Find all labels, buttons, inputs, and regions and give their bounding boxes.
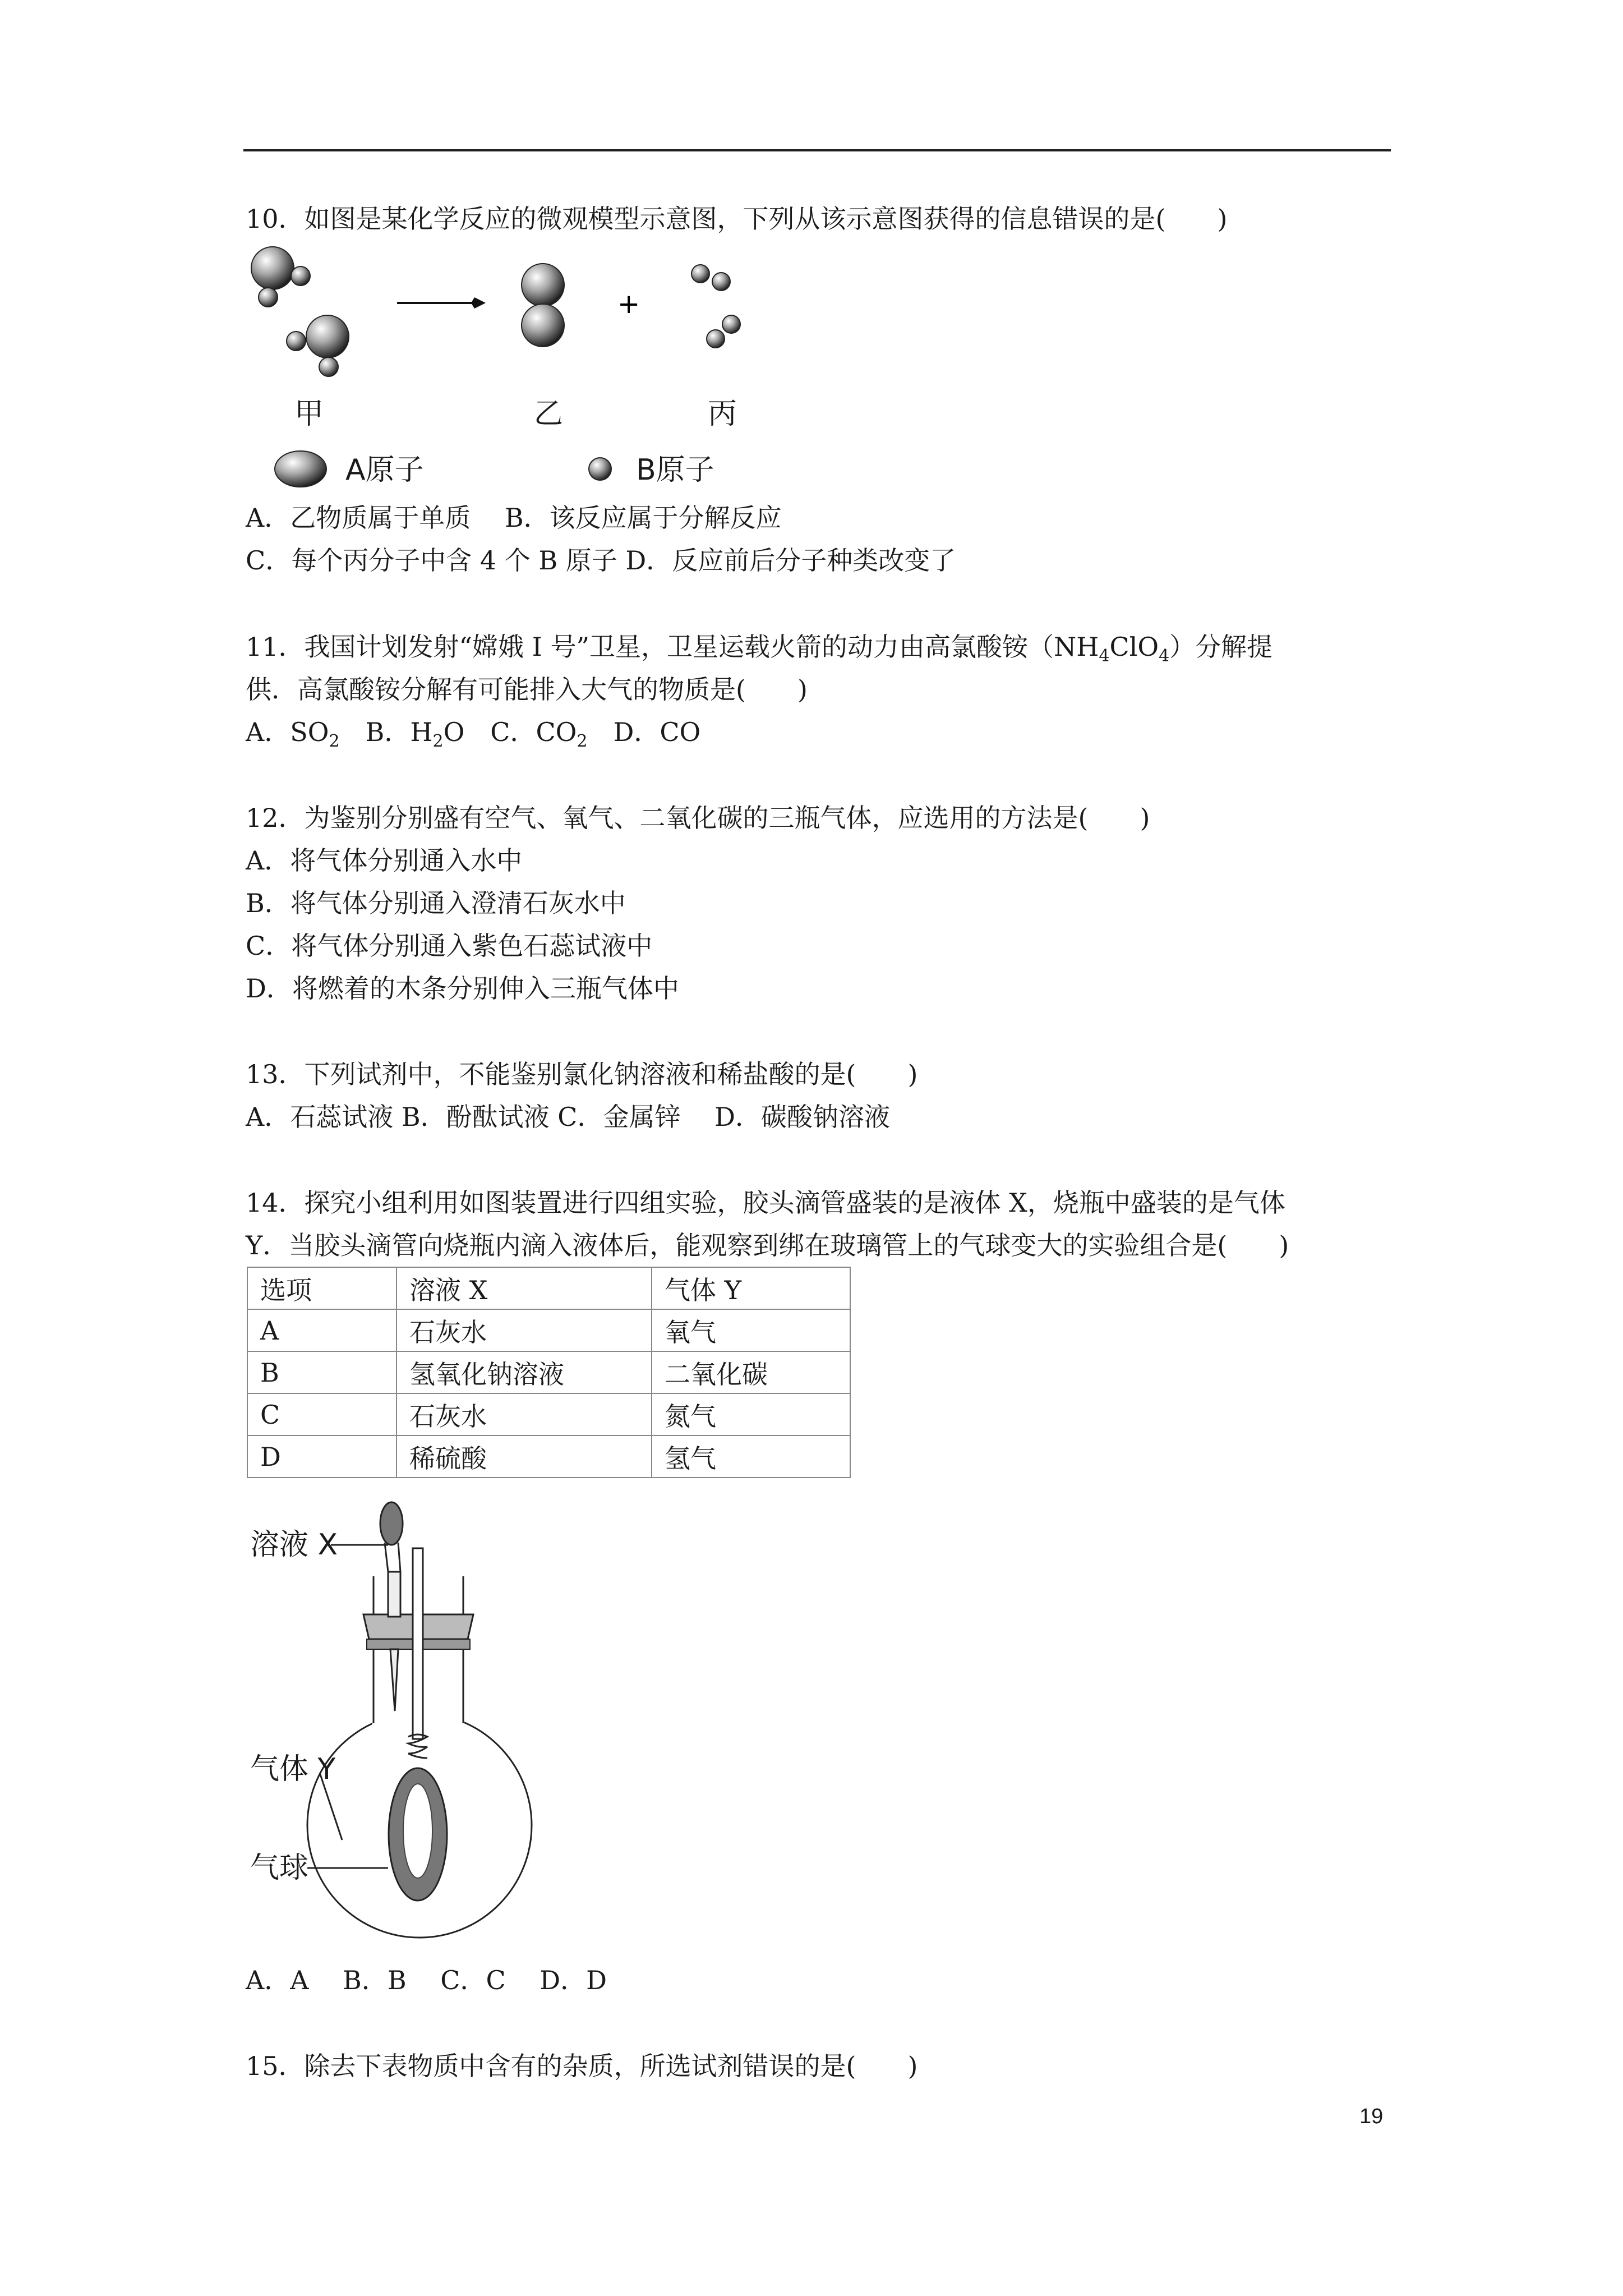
label-balloon: 气球: [250, 1851, 309, 1885]
q12-option-b: B．将气体分别通入澄清石灰水中: [246, 888, 626, 918]
q13-stem: 13．下列试剂中，不能鉴别氯化钠溶液和稀盐酸的是( ): [246, 1059, 918, 1089]
table-cell: 氧气: [652, 1309, 850, 1351]
table-cell: C: [247, 1393, 396, 1435]
plus-sign: +: [617, 288, 640, 320]
q14-table: [247, 1267, 851, 1478]
fig-label-bing: 丙: [708, 397, 737, 431]
table-cell: D: [247, 1435, 396, 1478]
table-header-cell: 选项: [247, 1267, 396, 1309]
q12-option-a: A．将气体分别通入水中: [246, 845, 523, 876]
q12-option-c: C．将气体分别通入紫色石蕊试液中: [246, 931, 653, 961]
bing-molecule-1: [691, 265, 730, 291]
table-header-cell: 溶液 X: [396, 1267, 652, 1309]
dropper-bulb-icon: [380, 1502, 403, 1545]
page-number: 19: [1359, 2105, 1384, 2128]
q11-options: A．$SO_2$ B．$H_2O$ C．$CO_2$ D．CO: [246, 717, 701, 752]
table-cell: 石灰水: [396, 1393, 652, 1435]
q10-options-line2: C．每个丙分子中含 4 个 B 原子 D．反应前后分子种类改变了: [246, 545, 956, 576]
fig-label-jia: 甲: [294, 397, 324, 431]
table-cell: 石灰水: [396, 1309, 652, 1351]
q14-stem-line2: Y．当胶头滴管向烧瓶内滴入液体后，能观察到绑在玻璃管上的气球变大的实验组合是( ): [246, 1230, 1289, 1260]
q12-stem: 12．为鉴别分别盛有空气、氧气、二氧化碳的三瓶气体，应选用的方法是( ): [246, 803, 1150, 833]
legend-a-atom-icon: [275, 451, 326, 487]
q14-stem-line1: 14．探究小组利用如图装置进行四组实验，胶头滴管盛装的是液体 X，烧瓶中盛装的是气体: [246, 1188, 1285, 1218]
jia-molecule-1: [251, 247, 310, 307]
table-cell: 氢氧化钠溶液: [396, 1351, 652, 1393]
table-row: [247, 1309, 850, 1351]
table-row: [247, 1393, 850, 1435]
q10-options-line1: A．乙物质属于单质 B．该反应属于分解反应: [246, 503, 782, 533]
q14-options: A．A B．B C．C D．D: [246, 1965, 607, 1995]
table-cell: 氮气: [652, 1393, 850, 1435]
q11-stem-line1: 11．我国计划发射“嫦娥 I 号”卫星，卫星运载火箭的动力由高氯酸铵$(NH_4ClO_4)$分解提: [246, 632, 1273, 666]
label-solution-x: 溶液 X: [250, 1528, 338, 1562]
table-row: [247, 1435, 850, 1478]
q10-molecule-diagram: [245, 241, 805, 488]
table-cell: A: [247, 1309, 396, 1351]
bing-molecule-2: [707, 315, 740, 348]
table-header-cell: 气体 Y: [652, 1267, 850, 1309]
yi-molecule: [522, 264, 564, 347]
table-cell: 二氧化碳: [652, 1351, 850, 1393]
q12-option-d: D．将燃着的木条分别伸入三瓶气体中: [246, 973, 679, 1004]
table-header-row: [247, 1267, 850, 1309]
legend-b-label: B原子: [636, 453, 714, 487]
q13-options: A．石蕊试液 B．酚酞试液 C．金属锌 D．碳酸钠溶液: [246, 1102, 890, 1132]
table-cell: 氢气: [652, 1435, 850, 1478]
q11-stem-line2: 供．高氯酸铵分解有可能排入大气的物质是( ): [246, 674, 808, 705]
table-cell: 稀硫酸: [396, 1435, 652, 1478]
q10-stem: 10．如图是某化学反应的微观模型示意图，下列从该示意图获得的信息错误的是( ): [246, 204, 1228, 234]
legend-b-atom-icon: [589, 458, 611, 480]
q15-stem: 15．除去下表物质中含有的杂质，所选试剂错误的是( ): [246, 2051, 918, 2081]
fig-label-yi: 乙: [534, 397, 564, 431]
table-row: [247, 1351, 850, 1393]
table-cell: B: [247, 1351, 396, 1393]
jia-molecule-2: [287, 315, 349, 376]
legend-a-label: A原子: [345, 453, 424, 487]
label-gas-y: 气体 Y: [250, 1752, 336, 1786]
header-rule: [243, 149, 1391, 151]
